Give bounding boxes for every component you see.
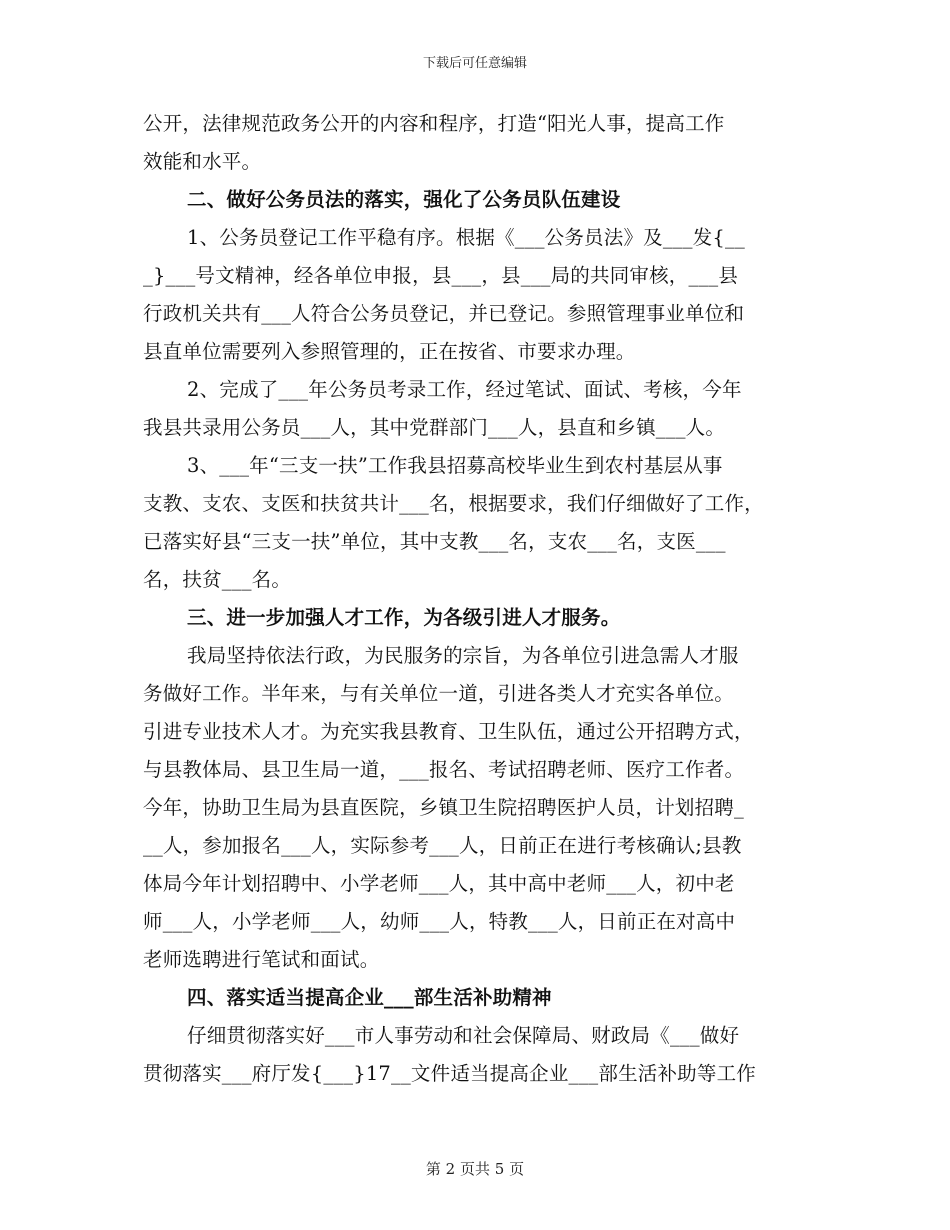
text-line: 1、公务员登记工作平稳有序。根据《___公务员法》及___发{__ bbox=[187, 226, 745, 249]
text-line: 贯彻落实___府厅发{___}17__文件适当提高企业___部生活补助等工作 bbox=[143, 1062, 756, 1085]
document-body bbox=[143, 105, 813, 1093]
section-heading: 三、进一步加强人才工作，为各级引进人才服务。 bbox=[187, 606, 621, 629]
text-line: 县直单位需要列入参照管理的，正在按省、市要求办理。 bbox=[143, 340, 636, 363]
text-line: 务做好工作。半年来，与有关单位一道，引进各类人才充实各单位。 bbox=[143, 682, 735, 705]
text-line: 行政机关共有___人符合公务员登记，并已登记。参照管理事业单位和 bbox=[143, 302, 745, 325]
text-line: 与县教体局、县卫生局一道，___报名、考试招聘老师、医疗工作者。 bbox=[143, 758, 745, 781]
text-line: 仔细贯彻落实好___市人事劳动和社会保障局、财政局《___做好 bbox=[187, 1024, 740, 1047]
text-line: 名，扶贫___名。 bbox=[143, 568, 292, 591]
text-line: 2、完成了___年公务员考录工作，经过笔试、面试、考核，今年 bbox=[187, 378, 742, 401]
text-line: 已落实好县“三支一扶”单位，其中支教___名，支农___名，支医___ bbox=[143, 530, 726, 553]
text-line: 引进专业技术人才。为充实我县教育、卫生队伍，通过公开招聘方式， bbox=[143, 720, 754, 743]
section-heading: 四、落实适当提高企业___部生活补助精神 bbox=[187, 986, 552, 1009]
page-header: 下载后可任意编辑 bbox=[422, 56, 527, 71]
text-line: 支教、支农、支医和扶贫共计___名，根据要求，我们仔细做好了工作， bbox=[143, 492, 764, 515]
text-line: 我县共录用公务员___人，其中党群部门___人，县直和乡镇___人。 bbox=[143, 416, 726, 439]
text-line: 我局坚持依法行政，为民服务的宗旨，为各单位引进急需人才服 bbox=[187, 644, 739, 667]
text-line: 今年，协助卫生局为县直医院，乡镇卫生院招聘医护人员，计划招聘_ bbox=[143, 796, 744, 819]
section-heading: 二、做好公务员法的落实，强化了公务员队伍建设 bbox=[187, 188, 621, 211]
text-line: _}___号文精神，经各单位申报，县___，县___局的共同审核，___县 bbox=[143, 264, 739, 287]
page-footer: 第 2 页共 5 页 bbox=[425, 1160, 525, 1178]
text-line: __人，参加报名___人，实际参考___人，日前正在进行考核确认;县教 bbox=[143, 834, 742, 857]
text-line: 效能和水平。 bbox=[143, 150, 262, 173]
text-line: 3、___年“三支一扶”工作我县招募高校毕业生到农村基层从事 bbox=[187, 454, 723, 477]
text-line: 公开，法律规范政务公开的内容和程序，打造“阳光人事，提高工作 bbox=[143, 112, 725, 135]
text-line: 师___人，小学老师___人，幼师___人，特教___人，日前正在对高中 bbox=[143, 910, 736, 933]
text-line: 老师选聘进行笔试和面试。 bbox=[143, 948, 380, 971]
text-line: 体局今年计划招聘中、小学老师___人，其中高中老师___人，初中老 bbox=[143, 872, 735, 895]
